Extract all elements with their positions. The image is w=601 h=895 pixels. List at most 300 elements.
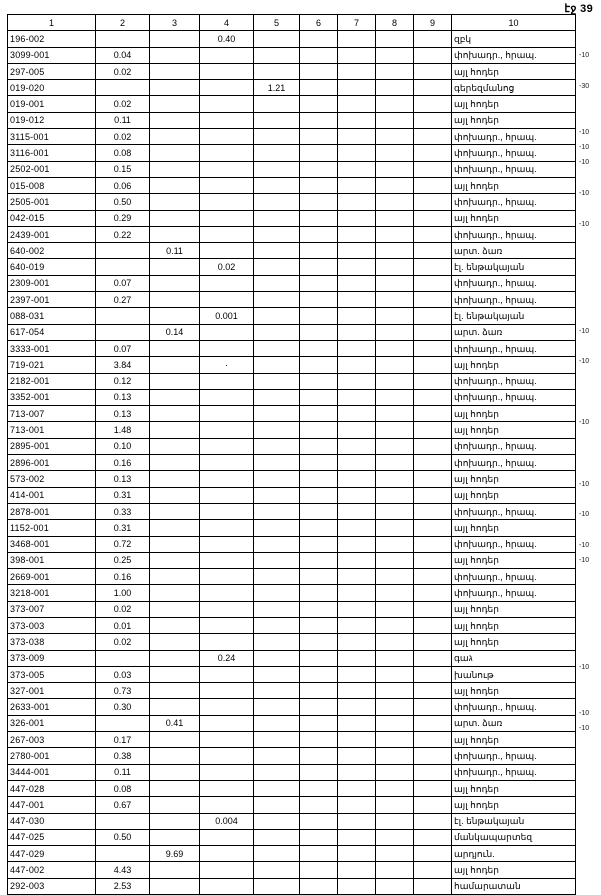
cell-description: փոխադր., հրապ. bbox=[452, 226, 576, 242]
cell-value-8 bbox=[376, 438, 414, 454]
cell-value-5 bbox=[254, 650, 300, 666]
table-row bbox=[8, 406, 576, 422]
cell-value-7 bbox=[338, 585, 376, 601]
margin-mark bbox=[578, 308, 600, 323]
cell-value-6 bbox=[300, 406, 338, 422]
table-row bbox=[8, 422, 576, 438]
margin-mark bbox=[578, 584, 600, 599]
cell-value-2: 0.02 bbox=[96, 129, 150, 145]
cell-value-7 bbox=[338, 634, 376, 650]
cell-value-7 bbox=[338, 210, 376, 226]
cell-value-8 bbox=[376, 324, 414, 340]
cell-value-4 bbox=[200, 585, 254, 601]
cell-value-6 bbox=[300, 862, 338, 878]
cell-value-3 bbox=[150, 503, 200, 519]
cell-value-3 bbox=[150, 357, 200, 373]
column-header-3: 3 bbox=[150, 15, 200, 31]
cell-value-3 bbox=[150, 634, 200, 650]
cell-value-5 bbox=[254, 503, 300, 519]
cell-value-8 bbox=[376, 699, 414, 715]
cell-value-7 bbox=[338, 569, 376, 585]
cell-code: 447-001 bbox=[8, 797, 96, 813]
cell-value-5 bbox=[254, 585, 300, 601]
margin-marks-column bbox=[578, 14, 600, 844]
cell-value-3 bbox=[150, 829, 200, 845]
cell-value-2: 0.03 bbox=[96, 666, 150, 682]
cell-value-9 bbox=[414, 715, 452, 731]
cell-value-7 bbox=[338, 129, 376, 145]
cell-value-5 bbox=[254, 112, 300, 128]
cell-value-7 bbox=[338, 308, 376, 324]
cell-value-4 bbox=[200, 471, 254, 487]
cell-value-6 bbox=[300, 63, 338, 79]
margin-mark: -10 bbox=[579, 189, 590, 197]
cell-value-9 bbox=[414, 780, 452, 796]
margin-mark bbox=[578, 645, 600, 660]
table-row bbox=[8, 292, 576, 308]
cell-value-8 bbox=[376, 455, 414, 471]
margin-mark bbox=[578, 492, 600, 507]
cell-value-7 bbox=[338, 699, 376, 715]
cell-code: 2309-001 bbox=[8, 275, 96, 291]
cell-value-8 bbox=[376, 650, 414, 666]
table-row bbox=[8, 503, 576, 519]
cell-value-9 bbox=[414, 617, 452, 633]
cell-value-7 bbox=[338, 112, 376, 128]
cell-value-7 bbox=[338, 422, 376, 438]
cell-value-9 bbox=[414, 292, 452, 308]
cell-value-5 bbox=[254, 161, 300, 177]
margin-mark bbox=[578, 201, 600, 216]
cell-value-6 bbox=[300, 47, 338, 63]
cell-value-5 bbox=[254, 210, 300, 226]
cell-description: փոխադր., հրապ. bbox=[452, 161, 576, 177]
table-row bbox=[8, 878, 576, 894]
table-row bbox=[8, 862, 576, 878]
cell-value-9 bbox=[414, 503, 452, 519]
table-row bbox=[8, 617, 576, 633]
cell-value-4 bbox=[200, 340, 254, 356]
cell-value-9 bbox=[414, 536, 452, 552]
cell-value-3: 0.14 bbox=[150, 324, 200, 340]
margin-mark: -10 bbox=[579, 220, 590, 228]
cell-value-2: 0.07 bbox=[96, 275, 150, 291]
cell-value-6 bbox=[300, 129, 338, 145]
cell-value-2: 0.01 bbox=[96, 617, 150, 633]
cell-value-6 bbox=[300, 748, 338, 764]
cell-value-2: 0.10 bbox=[96, 438, 150, 454]
cell-value-5 bbox=[254, 47, 300, 63]
cell-value-3 bbox=[150, 552, 200, 568]
cell-value-8 bbox=[376, 194, 414, 210]
cell-value-2: 1.48 bbox=[96, 422, 150, 438]
cell-value-3 bbox=[150, 406, 200, 422]
cell-value-3 bbox=[150, 31, 200, 47]
cell-value-6 bbox=[300, 569, 338, 585]
cell-value-3 bbox=[150, 666, 200, 682]
cell-value-7 bbox=[338, 748, 376, 764]
cell-code: 3444-001 bbox=[8, 764, 96, 780]
cell-code: 196-002 bbox=[8, 31, 96, 47]
cell-value-7 bbox=[338, 80, 376, 96]
cell-value-2 bbox=[96, 259, 150, 275]
cell-value-6 bbox=[300, 617, 338, 633]
cell-value-7 bbox=[338, 650, 376, 666]
cell-value-6 bbox=[300, 699, 338, 715]
margin-mark bbox=[578, 614, 600, 629]
cell-value-8 bbox=[376, 503, 414, 519]
cell-value-8 bbox=[376, 161, 414, 177]
cell-value-3 bbox=[150, 764, 200, 780]
cell-code: 267-003 bbox=[8, 732, 96, 748]
cell-value-2: 0.02 bbox=[96, 96, 150, 112]
cell-value-7 bbox=[338, 764, 376, 780]
cell-description: փոխադր., հրապ. bbox=[452, 47, 576, 63]
cell-value-8 bbox=[376, 715, 414, 731]
cell-value-8 bbox=[376, 145, 414, 161]
cell-code: 3333-001 bbox=[8, 340, 96, 356]
cell-value-9 bbox=[414, 732, 452, 748]
column-header-6: 6 bbox=[300, 15, 338, 31]
cell-value-5 bbox=[254, 748, 300, 764]
cell-value-9 bbox=[414, 699, 452, 715]
cell-value-2: 2.53 bbox=[96, 878, 150, 894]
cell-description: փոխադր., հրապ. bbox=[452, 340, 576, 356]
cell-value-5 bbox=[254, 406, 300, 422]
cell-value-8 bbox=[376, 96, 414, 112]
margin-mark: -10 bbox=[579, 52, 590, 60]
cell-value-6 bbox=[300, 340, 338, 356]
cell-value-7 bbox=[338, 177, 376, 193]
cell-value-9 bbox=[414, 406, 452, 422]
table-row bbox=[8, 243, 576, 259]
cell-value-2: 0.02 bbox=[96, 63, 150, 79]
cell-description: փոխադր., հրապ. bbox=[452, 699, 576, 715]
cell-value-8 bbox=[376, 63, 414, 79]
cell-value-9 bbox=[414, 438, 452, 454]
cell-value-4 bbox=[200, 63, 254, 79]
cell-code: 297-005 bbox=[8, 63, 96, 79]
cell-value-8 bbox=[376, 357, 414, 373]
cell-value-7 bbox=[338, 31, 376, 47]
cell-value-4 bbox=[200, 715, 254, 731]
cell-value-4 bbox=[200, 487, 254, 503]
cell-code: 2780-001 bbox=[8, 748, 96, 764]
cell-value-5 bbox=[254, 31, 300, 47]
cell-value-8 bbox=[376, 243, 414, 259]
cell-description: խանութ bbox=[452, 666, 576, 682]
cell-value-4: · bbox=[200, 357, 254, 373]
cell-value-6 bbox=[300, 308, 338, 324]
cell-code: 2397-001 bbox=[8, 292, 96, 308]
cell-value-2: 0.67 bbox=[96, 797, 150, 813]
cell-value-7 bbox=[338, 259, 376, 275]
cell-value-7 bbox=[338, 145, 376, 161]
cell-code: 2182-001 bbox=[8, 373, 96, 389]
cell-code: 373-005 bbox=[8, 666, 96, 682]
cell-value-2: 0.08 bbox=[96, 145, 150, 161]
cell-code: 373-003 bbox=[8, 617, 96, 633]
cell-value-3 bbox=[150, 308, 200, 324]
cell-value-4 bbox=[200, 569, 254, 585]
cell-value-2: 0.73 bbox=[96, 683, 150, 699]
cell-code: 2439-001 bbox=[8, 226, 96, 242]
cell-value-8 bbox=[376, 373, 414, 389]
cell-description: փոխադր., հրապ. bbox=[452, 764, 576, 780]
cell-value-2: 0.13 bbox=[96, 471, 150, 487]
cell-value-3 bbox=[150, 161, 200, 177]
margin-mark: -10 bbox=[579, 511, 590, 519]
cell-value-5 bbox=[254, 292, 300, 308]
cell-value-2: 0.11 bbox=[96, 764, 150, 780]
cell-value-7 bbox=[338, 797, 376, 813]
margin-mark bbox=[578, 262, 600, 277]
cell-description: էլ. ենթակայան bbox=[452, 813, 576, 829]
cell-value-4 bbox=[200, 389, 254, 405]
cell-value-4: 0.24 bbox=[200, 650, 254, 666]
cell-value-5 bbox=[254, 634, 300, 650]
cell-code: 447-025 bbox=[8, 829, 96, 845]
cell-value-3 bbox=[150, 226, 200, 242]
table-row bbox=[8, 683, 576, 699]
cell-value-2 bbox=[96, 813, 150, 829]
cell-value-2 bbox=[96, 31, 150, 47]
cell-description: այլ հոդեր bbox=[452, 683, 576, 699]
cell-value-4: 0.004 bbox=[200, 813, 254, 829]
cell-value-4 bbox=[200, 210, 254, 226]
cell-code: 042-015 bbox=[8, 210, 96, 226]
cell-value-4 bbox=[200, 177, 254, 193]
cell-value-5 bbox=[254, 471, 300, 487]
margin-mark bbox=[578, 64, 600, 79]
cell-code: 617-054 bbox=[8, 324, 96, 340]
cell-description: փոխադր., հրապ. bbox=[452, 585, 576, 601]
cell-value-6 bbox=[300, 373, 338, 389]
cell-value-7 bbox=[338, 226, 376, 242]
cell-value-8 bbox=[376, 520, 414, 536]
cell-value-4: 0.001 bbox=[200, 308, 254, 324]
cell-value-8 bbox=[376, 601, 414, 617]
table-row bbox=[8, 63, 576, 79]
cell-value-3 bbox=[150, 748, 200, 764]
cell-value-9 bbox=[414, 47, 452, 63]
cell-value-7 bbox=[338, 373, 376, 389]
cell-value-4 bbox=[200, 145, 254, 161]
cell-value-6 bbox=[300, 471, 338, 487]
cell-value-6 bbox=[300, 80, 338, 96]
cell-code: 447-002 bbox=[8, 862, 96, 878]
cell-value-2: 1.00 bbox=[96, 585, 150, 601]
cell-value-3 bbox=[150, 732, 200, 748]
cell-value-8 bbox=[376, 634, 414, 650]
cell-value-7 bbox=[338, 715, 376, 731]
cell-description: այլ հոդեր bbox=[452, 797, 576, 813]
cell-value-8 bbox=[376, 552, 414, 568]
cell-code: 327-001 bbox=[8, 683, 96, 699]
cell-value-5 bbox=[254, 715, 300, 731]
cell-value-9 bbox=[414, 194, 452, 210]
margin-mark bbox=[578, 293, 600, 308]
column-header-10: 10 bbox=[452, 15, 576, 31]
cell-value-8 bbox=[376, 764, 414, 780]
cell-value-3 bbox=[150, 145, 200, 161]
cell-value-5 bbox=[254, 357, 300, 373]
cell-value-5 bbox=[254, 129, 300, 145]
cell-value-2: 0.02 bbox=[96, 601, 150, 617]
cell-value-8 bbox=[376, 487, 414, 503]
table-row bbox=[8, 145, 576, 161]
cell-value-7 bbox=[338, 878, 376, 894]
cell-value-7 bbox=[338, 471, 376, 487]
cell-value-3 bbox=[150, 389, 200, 405]
cell-value-2: 0.50 bbox=[96, 194, 150, 210]
cell-value-2 bbox=[96, 324, 150, 340]
cell-value-9 bbox=[414, 878, 452, 894]
table-row bbox=[8, 780, 576, 796]
cell-value-4 bbox=[200, 683, 254, 699]
margin-mark: -10 bbox=[579, 541, 590, 549]
cell-value-5 bbox=[254, 846, 300, 862]
margin-mark: -10 bbox=[579, 128, 590, 136]
cell-value-2: 0.30 bbox=[96, 699, 150, 715]
cell-value-2: 0.13 bbox=[96, 406, 150, 422]
cell-value-9 bbox=[414, 601, 452, 617]
table-row bbox=[8, 226, 576, 242]
cell-value-3 bbox=[150, 813, 200, 829]
cell-value-7 bbox=[338, 47, 376, 63]
table-header bbox=[8, 15, 576, 31]
cell-value-4 bbox=[200, 324, 254, 340]
cell-value-7 bbox=[338, 292, 376, 308]
cell-value-8 bbox=[376, 846, 414, 862]
cell-value-7 bbox=[338, 520, 376, 536]
cell-value-6 bbox=[300, 177, 338, 193]
cell-value-9 bbox=[414, 455, 452, 471]
margin-mark bbox=[578, 94, 600, 109]
cell-value-2 bbox=[96, 715, 150, 731]
cell-value-8 bbox=[376, 471, 414, 487]
cell-value-9 bbox=[414, 813, 452, 829]
cell-value-5 bbox=[254, 552, 300, 568]
table-row bbox=[8, 764, 576, 780]
table-row bbox=[8, 471, 576, 487]
cell-value-9 bbox=[414, 259, 452, 275]
cell-value-4 bbox=[200, 47, 254, 63]
cell-value-6 bbox=[300, 161, 338, 177]
cell-code: 640-002 bbox=[8, 243, 96, 259]
cell-value-3 bbox=[150, 259, 200, 275]
cell-code: 713-001 bbox=[8, 422, 96, 438]
cell-value-5: 1.21 bbox=[254, 80, 300, 96]
cell-value-4 bbox=[200, 601, 254, 617]
cell-value-3 bbox=[150, 177, 200, 193]
cell-value-8 bbox=[376, 813, 414, 829]
cell-value-2 bbox=[96, 650, 150, 666]
cell-value-5 bbox=[254, 878, 300, 894]
cell-description: այլ հոդեր bbox=[452, 862, 576, 878]
cell-value-4 bbox=[200, 161, 254, 177]
cell-code: 719-021 bbox=[8, 357, 96, 373]
cell-value-3 bbox=[150, 520, 200, 536]
cell-value-8 bbox=[376, 177, 414, 193]
page-number-label: էջ 39 bbox=[564, 3, 593, 15]
cell-value-6 bbox=[300, 31, 338, 47]
cell-value-3 bbox=[150, 194, 200, 210]
cell-code: 2633-001 bbox=[8, 699, 96, 715]
cell-description: մանկապարտեզ bbox=[452, 829, 576, 845]
table-row bbox=[8, 552, 576, 568]
cell-value-4: 0.40 bbox=[200, 31, 254, 47]
cell-value-8 bbox=[376, 780, 414, 796]
cell-value-5 bbox=[254, 487, 300, 503]
cell-value-2: 0.07 bbox=[96, 340, 150, 356]
cell-description: այլ հոդեր bbox=[452, 552, 576, 568]
cell-value-7 bbox=[338, 275, 376, 291]
cell-description: փոխադր., հրապ. bbox=[452, 145, 576, 161]
cell-value-7 bbox=[338, 813, 376, 829]
cell-value-6 bbox=[300, 145, 338, 161]
cell-value-6 bbox=[300, 389, 338, 405]
cell-description: այլ հոդեր bbox=[452, 634, 576, 650]
cell-value-8 bbox=[376, 31, 414, 47]
cell-code: 398-001 bbox=[8, 552, 96, 568]
table-row bbox=[8, 96, 576, 112]
cell-code: 373-038 bbox=[8, 634, 96, 650]
margin-mark bbox=[578, 339, 600, 354]
cell-value-8 bbox=[376, 47, 414, 63]
column-header-4: 4 bbox=[200, 15, 254, 31]
margin-mark: -10 bbox=[579, 419, 590, 427]
cell-value-2: 0.04 bbox=[96, 47, 150, 63]
cell-value-6 bbox=[300, 243, 338, 259]
table-body bbox=[8, 31, 576, 895]
cell-code: 640-019 bbox=[8, 259, 96, 275]
margin-mark bbox=[578, 385, 600, 400]
cell-value-8 bbox=[376, 129, 414, 145]
cell-value-9 bbox=[414, 243, 452, 259]
cell-value-3 bbox=[150, 683, 200, 699]
cell-value-4 bbox=[200, 666, 254, 682]
cell-value-3 bbox=[150, 487, 200, 503]
cell-value-9 bbox=[414, 829, 452, 845]
cell-value-2 bbox=[96, 308, 150, 324]
margin-mark bbox=[578, 630, 600, 645]
cell-value-7 bbox=[338, 666, 376, 682]
cell-description: արտ. ձառ bbox=[452, 324, 576, 340]
cell-value-4 bbox=[200, 80, 254, 96]
cell-value-5 bbox=[254, 194, 300, 210]
cell-value-9 bbox=[414, 31, 452, 47]
table-row bbox=[8, 813, 576, 829]
table-row bbox=[8, 47, 576, 63]
cell-value-6 bbox=[300, 585, 338, 601]
margin-mark bbox=[578, 798, 600, 813]
cell-value-6 bbox=[300, 226, 338, 242]
cell-value-5 bbox=[254, 340, 300, 356]
cell-value-5 bbox=[254, 569, 300, 585]
cell-value-5 bbox=[254, 438, 300, 454]
cell-value-2: 0.38 bbox=[96, 748, 150, 764]
table-row bbox=[8, 536, 576, 552]
cell-value-8 bbox=[376, 389, 414, 405]
cell-value-2: 0.12 bbox=[96, 373, 150, 389]
cell-value-4 bbox=[200, 275, 254, 291]
cell-value-9 bbox=[414, 748, 452, 764]
table-row bbox=[8, 80, 576, 96]
cell-value-2: 0.33 bbox=[96, 503, 150, 519]
cell-value-4 bbox=[200, 699, 254, 715]
cell-value-4 bbox=[200, 829, 254, 845]
